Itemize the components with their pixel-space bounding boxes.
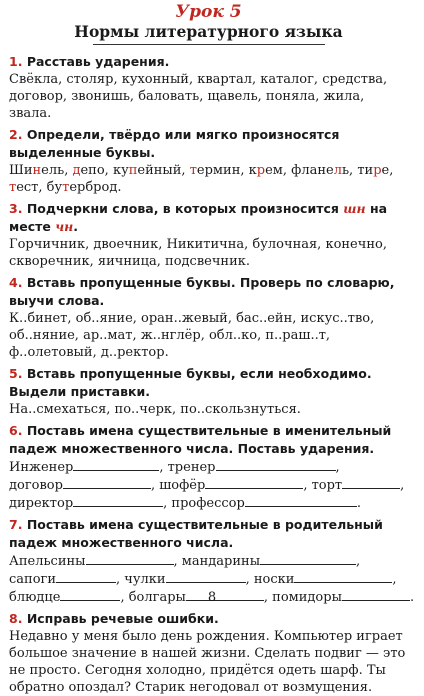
task-1 (9, 53, 408, 122)
task-heading: 7. Поставь имена существительные в родительный падеж множественного числа. (9, 517, 383, 550)
task-heading: 8. Исправь речевые ошибки. (9, 611, 219, 626)
answer-blank[interactable] (294, 570, 392, 583)
word-with-highlight: купейный, (112, 163, 190, 178)
task-number: 6. (9, 423, 23, 438)
task-3 (9, 200, 408, 270)
task-body: Горчичник, двоечник, Никитична, булочная, конечно, скворечник, яичница, подсвечник. (9, 237, 387, 269)
word-with-highlight: фланель, (291, 163, 358, 178)
highlighted-letter: д (72, 163, 81, 178)
answer-blank[interactable] (260, 552, 356, 565)
answer-blank[interactable] (205, 476, 303, 489)
topic-title: Нормы литературного языка (74, 22, 343, 41)
highlighted-letter: л (333, 163, 342, 178)
word-with-highlight: тест, (9, 180, 47, 195)
letters-label: чн (55, 219, 74, 234)
highlighted-letter: т (189, 163, 197, 178)
task-heading: 3. Подчеркни слова, в которых произносится шн на месте чн. (9, 201, 388, 234)
word-with-highlight: депо, (72, 163, 113, 178)
task-heading: 2. Определи, твёрдо или мягко произносятся выделенные буквы. (9, 127, 340, 160)
task-2 (9, 126, 408, 196)
task-number: 2. (9, 127, 23, 142)
word-with-highlight: крем, (248, 163, 292, 178)
answer-blank[interactable] (245, 494, 357, 507)
sound-label: шн (343, 201, 366, 216)
task-number: 4. (9, 275, 23, 290)
fill-row: Инженер , тренер , (9, 460, 340, 475)
title-divider (93, 44, 325, 45)
highlighted-letter: р (373, 163, 382, 178)
answer-blank[interactable] (63, 476, 151, 489)
task-number: 5. (9, 366, 23, 381)
task-number: 7. (9, 517, 23, 532)
task-5 (9, 365, 408, 418)
word-with-highlight: Шинель, (9, 163, 73, 178)
answer-blank[interactable] (342, 476, 400, 489)
page-number: 8 (207, 590, 217, 605)
highlighted-letter: т (62, 180, 70, 195)
task-4 (9, 274, 408, 361)
task-8 (9, 610, 408, 696)
task-heading: 4. Вставь пропущенные буквы. Проверь по словарю, выучи слова. (9, 275, 395, 308)
task-body: Свёкла, столяр, кухонный, квартал, каталог, средства, договор, звонишь, баловать, щавель, поняла, жила, звала. (9, 72, 388, 121)
answer-blank[interactable] (216, 458, 336, 471)
fill-row: договор , шофёр , торт , (9, 478, 405, 493)
task-number: 8. (9, 611, 23, 626)
highlighted-letter: т (9, 180, 17, 195)
task-body (9, 162, 408, 196)
highlighted-letter: п (128, 163, 138, 178)
task-heading: 6. Поставь имена существительные в именительный падеж множественного числа. Поставь ударения. (9, 423, 392, 456)
answer-blank[interactable] (73, 494, 163, 507)
answer-blank[interactable] (166, 570, 246, 583)
lesson-title: Урок 5 (175, 2, 242, 22)
task-number: 1. (9, 54, 23, 69)
task-body: Недавно у меня было день рождения. Компьютер играет большое значение в нашей жизни. Сделать подвиг — это не просто. Сегодня холодно, придётся одеть шарф. Ты обратно опоздал? Старик негодовал от возмущения. (9, 629, 406, 695)
word-with-highlight: тире, (357, 163, 394, 178)
fill-row: директор , профессор . (9, 496, 361, 511)
fill-row: блюдце , болгары , помидоры . (9, 590, 415, 605)
task-body: На..смехаться, по..черк, по..скользнуться. (9, 402, 301, 417)
highlighted-letter: н (32, 163, 42, 178)
answer-blank[interactable] (73, 458, 159, 471)
highlighted-letter: р (256, 163, 266, 178)
answer-blank[interactable] (86, 552, 174, 565)
answer-blank[interactable] (56, 570, 116, 583)
task-heading: 1. Расставь ударения. (9, 54, 170, 69)
fill-row: Апельсины , мандарины , (9, 554, 361, 569)
task-body: К..бинет, об..яние, оран..жевый, бас..ейн, искус..тво, об..няние, ар..мат, ж..нглёр, обл..ко, п..раш..т, ф..олетовый, д..ректор. (9, 311, 375, 360)
task-6 (9, 422, 408, 512)
task-number: 3. (9, 201, 23, 216)
word-with-highlight: бутерброд. (46, 180, 122, 195)
fill-row: сапоги , чулки , носки , (9, 572, 397, 587)
fill-in-rows (9, 458, 408, 512)
word-with-highlight: термин, (189, 163, 249, 178)
task-heading: 5. Вставь пропущенные буквы, если необходимо. Выдели приставки. (9, 366, 372, 399)
